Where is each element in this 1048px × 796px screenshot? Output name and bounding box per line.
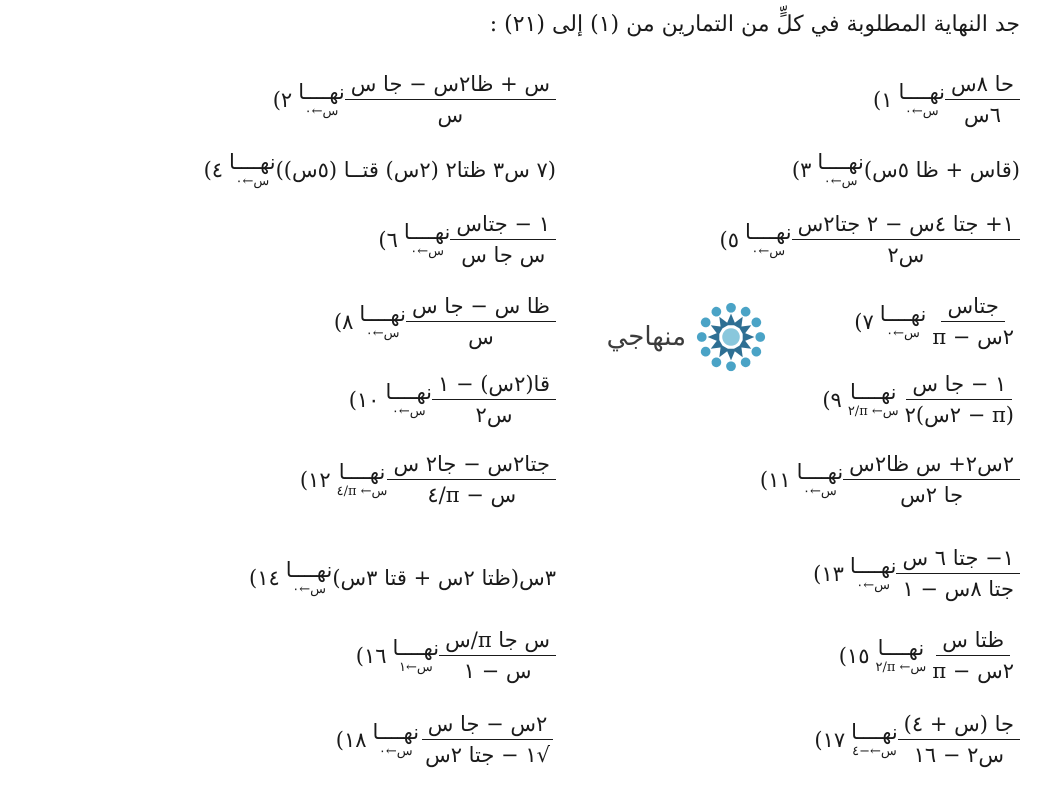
exercise-number: ٥) bbox=[719, 227, 740, 252]
limit-word: نهــــا bbox=[298, 79, 345, 104]
limit-approach: س←٠ bbox=[751, 243, 786, 259]
exercise-11 bbox=[750, 452, 1020, 507]
limit-word: نهــــا bbox=[229, 150, 276, 174]
denominator: س − ١ bbox=[463, 659, 532, 684]
numerator: ١− جتا ٦ س bbox=[896, 546, 1020, 574]
limit-approach: س←−٤ bbox=[852, 743, 897, 759]
limit-word: نهــــا bbox=[877, 635, 925, 660]
limit-word: نهــــا bbox=[898, 79, 946, 104]
exercise-15 bbox=[829, 628, 1020, 683]
limit-word: نهــــا bbox=[385, 379, 433, 404]
expression: (قاس + ظا ٥س) bbox=[863, 158, 1020, 182]
denominator: س جا س bbox=[461, 243, 546, 268]
exercise-number: ١٦) bbox=[355, 643, 387, 668]
limit-approach: س←٠ bbox=[904, 103, 939, 119]
limit-approach: س←٠ bbox=[410, 243, 445, 259]
limit-operator bbox=[849, 553, 897, 593]
limit-operator bbox=[898, 79, 946, 119]
exercise-8 bbox=[324, 294, 556, 349]
numerator: ٢س٢+ س ظا٢س bbox=[843, 452, 1020, 480]
limit-operator bbox=[336, 459, 388, 499]
denominator: س٢ bbox=[475, 403, 513, 428]
limit-word: نهــــا bbox=[849, 553, 897, 578]
limit-operator bbox=[372, 719, 420, 759]
limit-operator bbox=[847, 379, 899, 419]
limit-operator bbox=[796, 459, 844, 499]
denominator: ٢س − π bbox=[932, 659, 1014, 684]
limit-approach: س←٠ bbox=[856, 577, 891, 593]
limit-word: نهــــا bbox=[817, 150, 864, 174]
fraction bbox=[345, 72, 556, 127]
numerator: حا ٨س bbox=[945, 72, 1020, 100]
numerator: جتاس bbox=[941, 294, 1004, 322]
fraction bbox=[899, 372, 1020, 427]
limit-approach: س←٠ bbox=[391, 403, 426, 419]
numerator: ١+ جتا ٤س − ٢ جتا٢س bbox=[792, 212, 1020, 240]
denominator: √١ − جتا ٢س bbox=[425, 743, 550, 768]
exercise-10 bbox=[339, 372, 556, 427]
denominator: س bbox=[468, 325, 494, 350]
numerator: س جا π/س bbox=[439, 628, 556, 656]
exercise-number: ١٧) bbox=[814, 727, 846, 752]
exercise-number: ٢) bbox=[272, 87, 293, 112]
limit-word: نهــــا bbox=[285, 558, 333, 582]
limit-approach: س← π/٢ bbox=[847, 403, 899, 419]
limit-operator bbox=[298, 79, 345, 119]
denominator: (π − ٢س)٢ bbox=[904, 403, 1014, 428]
denominator: س٢ − ١٦ bbox=[913, 743, 1005, 768]
fraction bbox=[792, 212, 1020, 267]
exercise-number: ١٨) bbox=[335, 727, 367, 752]
denominator: س٢ bbox=[887, 243, 925, 268]
exercise-5 bbox=[710, 212, 1020, 267]
exercise-12 bbox=[290, 452, 556, 507]
numerator: ٢س − جا س bbox=[422, 712, 554, 740]
limit-word: نهــــا bbox=[403, 219, 451, 244]
fraction bbox=[439, 628, 556, 683]
limit-approach: س←٠ bbox=[292, 582, 326, 597]
limit-operator bbox=[286, 560, 333, 596]
limit-word: نهــــا bbox=[879, 301, 927, 326]
denominator: جتا ٨س − ١ bbox=[902, 577, 1014, 602]
expression: (٧ س٣ ظتا٢ (٢س) قتــا (٥س)) bbox=[275, 158, 556, 182]
exercise-number: ١٣) bbox=[813, 561, 844, 586]
exercise-6 bbox=[368, 212, 556, 267]
numerator: جا (س + ٤) bbox=[898, 712, 1020, 740]
numerator: ١ − جتاس bbox=[450, 212, 556, 240]
fraction bbox=[898, 712, 1020, 767]
limit-word: نهــــا bbox=[338, 459, 386, 484]
manhaji-star-icon bbox=[692, 298, 770, 376]
fraction bbox=[432, 372, 556, 427]
exercise-number: ١٤) bbox=[249, 566, 280, 590]
limit-operator bbox=[403, 219, 451, 259]
exercise-number: ١) bbox=[872, 87, 893, 112]
limit-approach: س←٠ bbox=[378, 743, 413, 759]
limit-operator bbox=[385, 379, 433, 419]
fraction bbox=[843, 452, 1020, 507]
exercise-16 bbox=[346, 628, 556, 683]
exercise-3 bbox=[782, 152, 1020, 188]
numerator: جتا٢س − جا٢ س bbox=[387, 452, 556, 480]
exercise-2 bbox=[263, 72, 556, 127]
limit-word: نهــــا bbox=[851, 719, 898, 744]
limit-approach: س←٠ bbox=[235, 174, 270, 189]
exercise-4 bbox=[194, 152, 556, 188]
limit-operator bbox=[879, 301, 927, 341]
limit-word: نهــــا bbox=[796, 459, 844, 484]
exercise-13 bbox=[803, 546, 1020, 601]
exercise-14 bbox=[239, 560, 556, 596]
limit-approach: س←١ bbox=[398, 659, 433, 675]
limit-approach: س← π/٤ bbox=[336, 483, 388, 499]
exercise-number: ٧) bbox=[854, 309, 874, 334]
fraction bbox=[406, 294, 556, 349]
limit-operator bbox=[745, 219, 792, 259]
denominator: ٢س − π bbox=[932, 325, 1014, 350]
denominator: ٦س bbox=[964, 103, 1001, 128]
logo-text: منهاجي bbox=[606, 322, 686, 352]
numerator: ظتا س bbox=[936, 628, 1010, 656]
limit-operator bbox=[817, 152, 864, 188]
denominator: جا ٢س bbox=[900, 483, 964, 508]
limit-approach: س←٠ bbox=[304, 103, 339, 119]
exercise-number: ٩) bbox=[822, 387, 842, 412]
exercise-number: ١٢) bbox=[299, 467, 331, 492]
fraction bbox=[926, 628, 1020, 683]
exercise-number: ٣) bbox=[791, 158, 812, 182]
exercise-number: ٦) bbox=[378, 227, 398, 252]
exercise-number: ١٠) bbox=[348, 387, 380, 412]
numerator: ١ − جا س bbox=[906, 372, 1012, 400]
limit-operator bbox=[851, 719, 898, 759]
limit-operator bbox=[229, 152, 276, 188]
limit-word: نهــــا bbox=[359, 301, 406, 326]
limit-approach: س← π/٢ bbox=[875, 659, 927, 675]
fraction bbox=[450, 212, 556, 267]
numerator: ظا س − جا س bbox=[406, 294, 556, 322]
limit-operator bbox=[359, 301, 406, 341]
limit-approach: س←٠ bbox=[803, 483, 837, 499]
numerator: قا(٢س) − ١ bbox=[432, 372, 556, 400]
limit-approach: س←٠ bbox=[365, 325, 400, 341]
denominator: س bbox=[437, 103, 464, 128]
exercise-18 bbox=[326, 712, 556, 767]
manhaji-logo bbox=[580, 295, 770, 379]
fraction bbox=[896, 546, 1020, 601]
fraction bbox=[945, 72, 1020, 127]
limit-approach: س←٠ bbox=[886, 325, 920, 341]
fraction bbox=[926, 294, 1020, 349]
numerator: س + ظا٢س − جا س bbox=[345, 72, 556, 100]
exercise-17 bbox=[804, 712, 1020, 767]
exercise-1 bbox=[863, 72, 1020, 127]
limit-approach: س←٠ bbox=[823, 174, 858, 189]
exercise-number: ١٥) bbox=[838, 643, 870, 668]
exercise-number: ١١) bbox=[759, 467, 791, 492]
exercise-9 bbox=[812, 372, 1020, 427]
limit-word: نهــــا bbox=[849, 379, 897, 404]
exercise-number: ٨) bbox=[333, 309, 354, 334]
limit-word: نهــــا bbox=[745, 219, 792, 244]
limit-word: نهــــا bbox=[392, 635, 440, 660]
fraction bbox=[387, 452, 556, 507]
limit-word: نهــــا bbox=[372, 719, 420, 744]
expression: ٣س(ظتا ٢س + قتا ٣س) bbox=[332, 566, 556, 590]
limit-operator bbox=[392, 635, 440, 675]
fraction bbox=[419, 712, 556, 767]
limit-operator bbox=[875, 635, 927, 675]
page-title: جد النهاية المطلوبة في كلٍّ من التمارين من (١) إلى (٢١) : bbox=[489, 12, 1020, 37]
exercise-7 bbox=[844, 294, 1020, 349]
denominator: س − π/٤ bbox=[427, 483, 517, 508]
exercise-number: ٤) bbox=[203, 158, 224, 182]
